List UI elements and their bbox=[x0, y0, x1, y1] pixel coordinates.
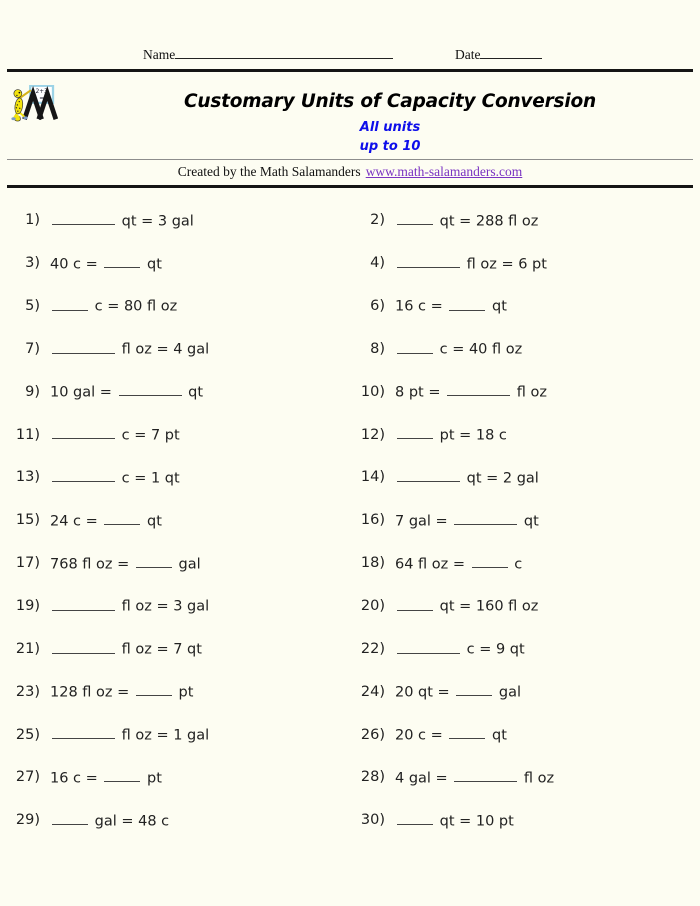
problem-number: 18) bbox=[360, 555, 385, 572]
credit-text: Created by the Math Salamanders bbox=[177, 164, 361, 179]
problem bbox=[7, 585, 346, 628]
name-label: Name bbox=[143, 47, 176, 62]
problem-number: 17) bbox=[15, 555, 40, 572]
problem bbox=[346, 585, 693, 628]
problem-number: 5) bbox=[25, 298, 40, 315]
problem bbox=[346, 285, 693, 328]
answer-blank bbox=[52, 726, 115, 739]
problem bbox=[346, 670, 693, 713]
date-field-group bbox=[455, 46, 542, 63]
problem-text: 64 fl oz = c bbox=[395, 555, 523, 572]
problem-text: c = 1 qt bbox=[50, 469, 180, 486]
problem-number: 23) bbox=[15, 683, 40, 700]
problem-number: 14) bbox=[360, 469, 385, 486]
problem-number: 22) bbox=[360, 640, 385, 657]
answer-blank bbox=[52, 212, 115, 225]
problem-number: 28) bbox=[360, 769, 385, 786]
problem-number: 6) bbox=[370, 298, 385, 315]
problem bbox=[346, 242, 693, 285]
problem bbox=[7, 542, 346, 585]
answer-blank bbox=[454, 512, 517, 525]
problem-number: 12) bbox=[360, 426, 385, 443]
problem bbox=[346, 799, 693, 842]
problem-text: 768 fl oz = gal bbox=[50, 555, 201, 572]
problem-text: gal = 48 c bbox=[50, 812, 169, 829]
answer-blank bbox=[104, 769, 140, 782]
problem bbox=[346, 413, 693, 456]
header-top-rule bbox=[7, 69, 693, 72]
problem-text: 16 c = pt bbox=[50, 770, 162, 787]
problem bbox=[7, 499, 346, 542]
problem-text: 4 gal = fl oz bbox=[395, 770, 555, 787]
problem-number: 25) bbox=[15, 726, 40, 743]
problem-number: 29) bbox=[15, 812, 40, 829]
answer-blank bbox=[52, 812, 88, 825]
problem bbox=[7, 456, 346, 499]
answer-blank bbox=[397, 469, 460, 482]
problem-number: 8) bbox=[370, 340, 385, 357]
date-label: Date bbox=[455, 47, 481, 62]
answer-blank bbox=[397, 212, 433, 225]
problem-text: qt = 10 pt bbox=[395, 812, 514, 829]
problems-grid bbox=[7, 199, 693, 842]
problem-text: c = 9 qt bbox=[395, 640, 525, 657]
answer-blank bbox=[52, 640, 115, 653]
answer-blank bbox=[119, 383, 182, 396]
problem-text: c = 7 pt bbox=[50, 426, 180, 443]
name-fill-line bbox=[175, 46, 393, 59]
answer-blank bbox=[397, 426, 433, 439]
problem-text: 40 c = qt bbox=[50, 255, 162, 272]
answer-blank bbox=[104, 255, 140, 268]
problem-number: 3) bbox=[25, 255, 40, 272]
problem-text: 128 fl oz = pt bbox=[50, 684, 194, 701]
problem bbox=[346, 199, 693, 242]
problem-text: qt = 288 fl oz bbox=[395, 212, 538, 229]
problem-text: fl oz = 1 gal bbox=[50, 726, 209, 743]
problem-number: 10) bbox=[360, 383, 385, 400]
worksheet-subtitle-line2: up to 10 bbox=[359, 139, 421, 154]
name-field-group bbox=[143, 46, 393, 63]
problem bbox=[346, 370, 693, 413]
problem-text: 20 c = qt bbox=[395, 727, 507, 744]
problem bbox=[7, 713, 346, 756]
problem-text: 8 pt = fl oz bbox=[395, 384, 547, 401]
credit-link[interactable]: www.math-salamanders.com bbox=[365, 164, 523, 179]
problem-text: pt = 18 c bbox=[395, 426, 507, 443]
answer-blank bbox=[397, 812, 433, 825]
problem-number: 20) bbox=[360, 598, 385, 615]
problem bbox=[346, 456, 693, 499]
problem-text: c = 80 fl oz bbox=[50, 297, 177, 314]
problem-number: 27) bbox=[15, 769, 40, 786]
problem bbox=[7, 756, 346, 799]
answer-blank bbox=[397, 597, 433, 610]
problem-number: 19) bbox=[15, 598, 40, 615]
problem-number: 26) bbox=[360, 726, 385, 743]
problem bbox=[7, 370, 346, 413]
problem bbox=[346, 713, 693, 756]
answer-blank bbox=[472, 555, 508, 568]
problem bbox=[346, 756, 693, 799]
problem-text: fl oz = 7 qt bbox=[50, 640, 202, 657]
problem-number: 15) bbox=[15, 512, 40, 529]
problem-text: qt = 3 gal bbox=[50, 212, 194, 229]
problem-text: 20 qt = gal bbox=[395, 684, 522, 701]
problem bbox=[7, 799, 346, 842]
answer-blank bbox=[397, 255, 460, 268]
credit-line bbox=[0, 164, 700, 180]
problem bbox=[7, 328, 346, 371]
problem-text: 16 c = qt bbox=[395, 298, 507, 315]
problem-text: 10 gal = qt bbox=[50, 384, 204, 401]
logo-board-text-line1: 2+3 bbox=[35, 89, 48, 96]
problem-number: 24) bbox=[360, 683, 385, 700]
credit-bottom-rule bbox=[7, 185, 693, 188]
answer-blank bbox=[454, 769, 517, 782]
problem-number: 11) bbox=[15, 426, 40, 443]
answer-blank bbox=[52, 469, 115, 482]
answer-blank bbox=[104, 512, 140, 525]
problem-text: qt = 2 gal bbox=[395, 469, 539, 486]
problem bbox=[346, 499, 693, 542]
math-salamanders-logo bbox=[10, 85, 58, 123]
problem-number: 13) bbox=[15, 469, 40, 486]
problem bbox=[7, 199, 346, 242]
problem-number: 9) bbox=[25, 383, 40, 400]
answer-blank bbox=[52, 340, 115, 353]
answer-blank bbox=[136, 683, 172, 696]
problem bbox=[7, 627, 346, 670]
answer-blank bbox=[449, 726, 485, 739]
answer-blank bbox=[456, 683, 492, 696]
problem bbox=[7, 670, 346, 713]
worksheet-title: Customary Units of Capacity Conversion bbox=[184, 91, 596, 112]
problem bbox=[346, 542, 693, 585]
problem bbox=[7, 242, 346, 285]
problem-text: 24 c = qt bbox=[50, 512, 162, 529]
date-fill-line bbox=[480, 46, 542, 59]
answer-blank bbox=[397, 340, 433, 353]
logo-board-text-line2: =5 bbox=[39, 95, 48, 102]
worksheet-subtitle-line1: All units bbox=[359, 120, 421, 135]
problem-number: 7) bbox=[25, 340, 40, 357]
answer-blank bbox=[447, 383, 510, 396]
problem-number: 21) bbox=[15, 640, 40, 657]
problem bbox=[7, 413, 346, 456]
problem bbox=[346, 627, 693, 670]
answer-blank bbox=[52, 297, 88, 310]
problem-number: 4) bbox=[370, 255, 385, 272]
problem-number: 1) bbox=[25, 212, 40, 229]
problem-text: c = 40 fl oz bbox=[395, 340, 522, 357]
answer-blank bbox=[52, 597, 115, 610]
answer-blank bbox=[52, 426, 115, 439]
answer-blank bbox=[449, 297, 485, 310]
problem bbox=[346, 328, 693, 371]
problem-number: 16) bbox=[360, 512, 385, 529]
problem-number: 2) bbox=[370, 212, 385, 229]
problem-text: fl oz = 3 gal bbox=[50, 597, 209, 614]
problem-text: fl oz = 4 gal bbox=[50, 340, 209, 357]
problem-text: 7 gal = qt bbox=[395, 512, 539, 529]
problem-text: fl oz = 6 pt bbox=[395, 255, 547, 272]
answer-blank bbox=[136, 555, 172, 568]
problem bbox=[7, 285, 346, 328]
answer-blank bbox=[397, 640, 460, 653]
problem-number: 30) bbox=[360, 812, 385, 829]
credit-top-rule bbox=[7, 159, 693, 160]
problem-text: qt = 160 fl oz bbox=[395, 597, 538, 614]
